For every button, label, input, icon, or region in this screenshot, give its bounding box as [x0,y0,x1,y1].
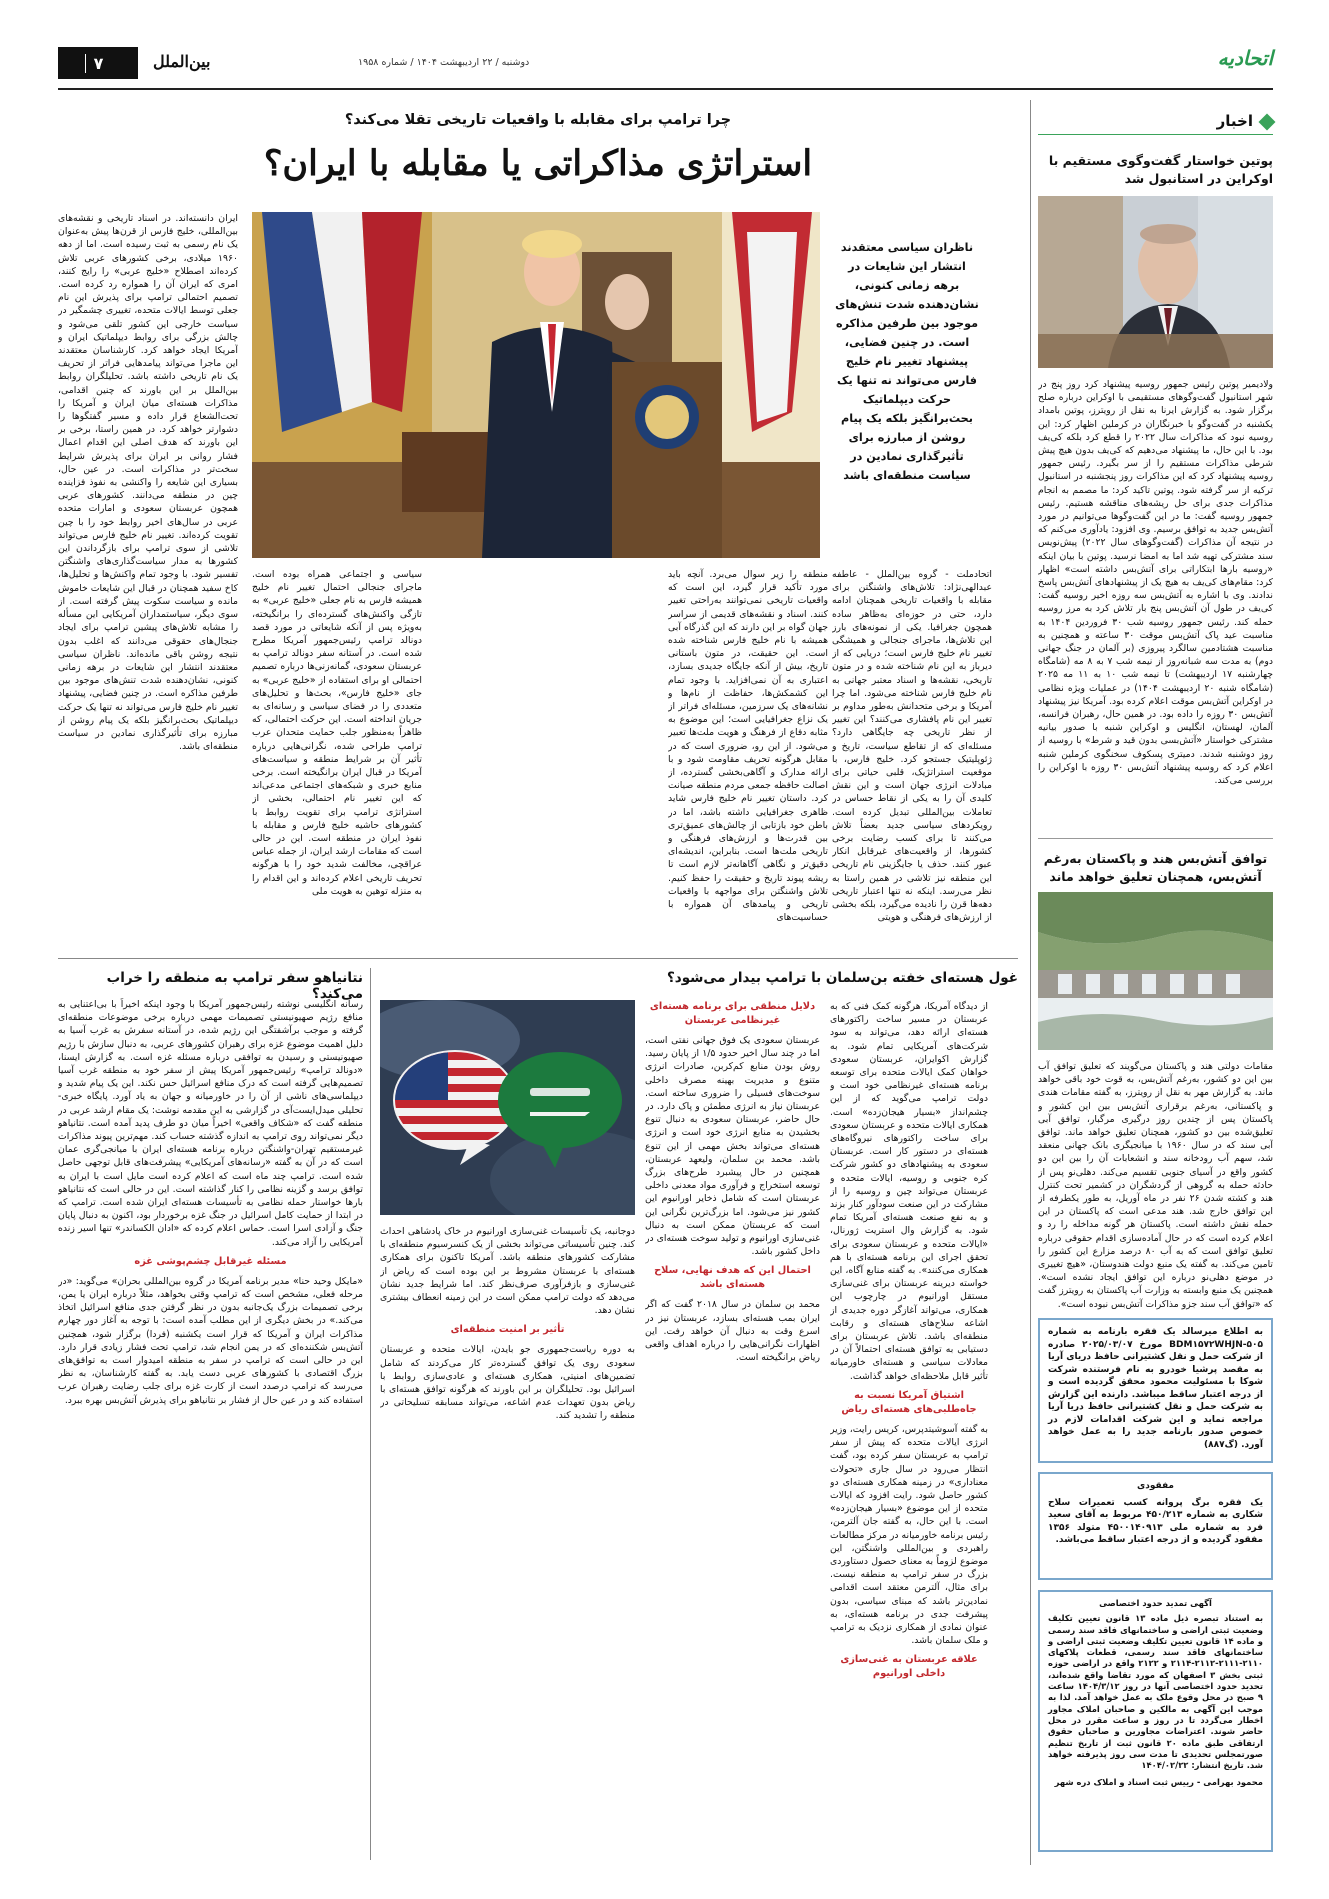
nuclear-colA-text2: به گفته آسوشیتدپرس، کریس رایت، وزیر انرژی ایالات متحده که پیش از سفر ترامپ به عربستان سفر کرده بود، گفت انتظار می‌رود در سال جاری «تحولات معناداری» در زمینه همکاری هسته‌ای دو کشور حاصل شود. رایت افزود که ایالات متحده از این موضوع «بسیار هیجان‌زده» است. با این حال، به گفته جان آلترمن، رئیس برنامه خاورمیانه در مرکز مطالعات راهبردی و بین‌المللی واشنگتن، این موضوع لزوماً به معنای حصول دستاوردی بزرگ در سفر ترامپ به منطقه نیست. برای مثال، آلترمن معتقد است اقدامی نمادین‌تر باشد که مبنای سیاسی، بدون پیشرفت جدی در برنامه هسته‌ای، به عنوان نمادی از همکاری نزدیک به ترامپ و ملک سلمان باشد. [830,1423,988,1647]
notice-lost-license [1038,1472,1273,1580]
section-title: بین‌الملل [153,52,211,71]
nuclear-colA-sub1: اشتیاق آمریکا نسبت به جاه‌طلبی‌های هسته‌ای ریاض [841,1389,977,1415]
flags-photo [380,1000,635,1215]
main-lead: ناظران سیاسی معتقدند انتشار این شایعات در برهه زمانی کنونی، نشان‌دهنده شدت تنش‌های موجود بین طرفین مذاکره است. در چنین فضایی، پیشنهاد تغییر نام خلیج فارس می‌تواند نه تنها یک حرکت دیپلماتیک بحث‌برانگیز بلکه یک پیام روشن از مبارزه برای تأثیرگذاری نمادین در سیاست منطقه‌ای باشد [835,241,979,482]
nuclear-colB [645,1000,820,1860]
main-col3b [430,568,660,948]
nuclear-colA [830,1000,988,1860]
netanyahu-sub: مسئله غیرقابل چشم‌پوشی غزه [134,1255,287,1267]
notice3-sign: محمود بهرامی - رییس ثبت اسناد و املاک دره شهر [1054,1777,1263,1788]
nuclear-colB-text2: محمد بن سلمان در سال ۲۰۱۸ گفت که اگر ایران بمب هسته‌ای بسازد، عربستان نیز در اسرع وقت به دنبال آن خواهد رفت. این اظهارات نگرانی‌هایی را درباره اهداف واقعی ریاض برانگیخته است. [645,1299,820,1364]
nuclear-headline: غول هسته‌ای خفته بن‌سلمان با ترامپ بیدار می‌شود؟ [666,970,1018,986]
main-col4: ایران دانسته‌اند. در اسناد تاریخی و نقشه‌های بین‌المللی، خلیج فارس از قرن‌ها پیش به‌عنوان یک نام رسمی به ثبت رسیده است. اما از دهه ۱۹۶۰ میلادی، برخی کشورهای عربی تلاش کرده‌اند اصطلاح «خلیج عربی» را رایج کنند، امری که ایران آن را همواره رد کرده است. تصمیم احتمالی ترامپ برای پذیرش این نام جعلی توسط ایالات متحده، تغییری چشمگیر در سیاست خارجی این کشور تلقی می‌شود و چالش بزرگی برای روابط دیپلماتیک ایران و آمریکا ایجاد خواهد کرد. کارشناسان معتقدند این ماجرا می‌تواند پیامدهایی فراتر از تحریف یک نام تاریخی داشته باشد. تحلیلگران روابط بین‌الملل بر این باورند که چنین اقدامی، مذاکرات هسته‌ای میان ایران و آمریکا را تحت‌الشعاع قرار داده و مسیر گفتگوها را دشوارتر خواهد کرد. در همین راستا، برخی بر این باورند که هدف اصلی این اقدام اعمال فشار روانی بر ایران برای پذیرش شرایط سخت‌تر در مذاکرات است. در عین حال، بسیاری این شایعه را واکنشی به نفوذ فزاینده چین در منطقه می‌دانند. کشورهای عربی همچون عربستان سعودی و امارات متحده عربی در سال‌های اخیر روابط خود را با چین تقویت کرده‌اند. تغییر نام خلیج فارس می‌تواند تلاشی از سوی ترامپ برای بازگرداندن این کشورها به مدار سیاست‌گذاری‌های واشنگتن تفسیر شود. با وجود تمام واکنش‌ها و تحلیل‌ها، کاخ سفید همچنان در قبال این شایعات خاموش مانده و سیاست سکوت پیش گرفته است. از سوی دیگر، سیاستمداران آمریکایی این مسأله را مشابه تلاش‌های پیشین ترامپ برای ایجاد جنجال‌های حقوقی می‌دانند که اغلب بدون نتیجه روشن باقی مانده‌اند. ناظران سیاسی معتقدند انتشار این شایعات در برهه زمانی کنونی، نشان‌دهنده شدت تنش‌های موجود بین طرفین مذاکره است. در چنین فضایی، پیشنهاد تغییر نام خلیج فارس می‌تواند نه تنها یک حرکت دیپلماتیک بحث‌برانگیز بلکه یک پیام روشن از مبارزه برای تأثیرگذاری نمادین در سیاست منطقه‌ای باشد. [58,213,238,753]
news-label: اخبار [1216,112,1253,130]
netanyahu-body-wrap [58,998,363,1860]
notice3-text: به استناد تبصره ذیل ماده ۱۳ قانون تعیین تکلیف وضعیت ثبتی اراضی و ساختمانهای فاقد سند رسمی و ماده ۱۴ قانون تعیین تکلیف وضعیت ثبتی اراضی و ساختمانهای فاقد سند رسمی، قطعات پلاکهای ۲۱۱۰-۲۱۱۱-۲۱۱۲-۲۱۱۴ و ۲۱۲۲ واقع در اراضی حوزه ثبتی بخش ۳ اصفهان که مورد تقاضا واقع شده‌اند، تحدید حدود اختصاصی آنها در روز ۱۴۰۴/۳/۱۲ ساعت ۹ صبح در محل وقوع ملک به عمل خواهد آمد. لذا به موجب این آگهی به مالکین و صاحبان املاک مجاور اخطار می‌گردد تا در روز و ساعت مقرر در محل حاضر شوند. اعتراضات مجاورین و صاحبان حقوق ارتفاقی طبق ماده ۲۰ قانون ثبت از تاریخ تنظیم صورتمجلس تحدیدی تا مدت سی روز پذیرفته خواهد شد. تاریخ انتشار: ۱۴۰۴/۰۲/۲۲ [1048,1613,1264,1771]
news-diamond-icon [1259,114,1276,131]
netanyahu-headline: نتانیاهو سفر ترامپ به منطقه را خراب می‌کند؟ [106,970,363,1002]
nuclear-colC-sub1: تأثیر بر امنیت منطقه‌ای [450,1324,565,1336]
nuclear-colA-sub2: علاقه عربستان به غنی‌سازی داخلی اورانیوم [840,1654,978,1680]
main-col1: اتحادملت - گروه بین‌الملل - عاطفه عبدالهی‌نژاد: تلاش‌های واشنگتن برای مقابله با واقعیات تاریخی همچنان ادامه دارد، حتی در حوزه‌ای به‌ظاهر ساده همچون جغرافیا. یکی از نمونه‌های بارز این تلاش‌ها، ماجرای جنجالی و همیشگی تغییر نام خلیج فارس است؛ دریایی که از دیرباز به این نام شناخته شده و در متون تاریخی، نقشه‌ها و اسناد معتبر جهانی به نام خلیج فارس شناخته می‌شود. اما چرا آمریکا و برخی متحدانش به‌طور مداوم بر تغییر این نام پافشاری می‌کنند؟ این تغییر از نظر تاریخی چه جایگاهی دارد؟ مسئله‌ای که از تقاطع سیاست، تاریخ و ژئوپلیتیک جستجو کرد. خلیج فارس، با موقعیت استراتژیک، قلبی حیاتی برای مبادلات انرژی جهان است و این نقش کلیدی آن را به یکی از نقاط حساس در تعاملات بین‌المللی تبدیل کرده است. رویکردهای سیاسی جدید بعضاً تلاش می‌کنند تا برای کسب رضایت برخی کشورها، از واقعیت‌های غیرقابل انکار عبور کنند. حذف یا جایگزینی نام تاریخی این منطقه نیز تلاشی در همین راستا به نظر می‌رسد. اینکه نه تنها اعتبار تاریخی دهه‌ها قرن را نادیده می‌گیرد، بلکه بخشی از ارزش‌های فرهنگی و هویتی [832,569,992,924]
trump-photo [252,212,820,558]
netanyahu-body2: «مایکل وحید حنا» مدیر برنامه آمریکا در گروه بین‌المللی بحران» می‌گوید: «در مرحله فعلی، مشخص است که ترامپ وقتی بخواهد، مثلاً درباره ایران یا یمن، برخی تصمیمات بزرگ یک‌جانبه بدون در نظر گرفتن جدی منافع اسرائیل اتخاذ می‌کند.» در بخش دیگری از این مطلب آمده است: با توجه به آغاز دور چهارم مذاکرات ایران و آمریکا که قرار است یکشنبه (فردا) برگزار شود، همچنین آتش‌بس شکننده‌ای که در یمن انجام شد، ترامپ تحت فشار زیادی قرار دارد. این در حالی است که ترامپ در سفر به منطقه امیدوار است به توافق‌های بزرگ اقتصادی با کشورهای عربی دست یابد. به گفته کارشناسان، به نظر می‌رسد که ترامپ درصدد است از کارت غزه برای جلب رضایت رهبران عرب استفاده کند و در عین حال از فشار بر نتانیاهو برای پذیرش آتش‌بس بهره ببرد. [58,1275,363,1406]
date-issue: دوشنبه / ۲۲ اردیبهشت ۱۴۰۴ / شماره ۱۹۵۸ [358,57,530,68]
trump-photo-illustration [252,212,820,558]
page-number: ۷ [85,54,112,73]
notice-bill-of-lading [1038,1318,1273,1463]
flags-photo-illustration [380,1000,635,1215]
logo: اتحادیه [1217,46,1273,70]
notice2-title: مفقودی [1136,1481,1175,1491]
notice1-text: به اطلاع میرسالد یک فقره بارنامه به شماره BDM۱۵۷۲WHJN-۵۰۵ مورخ ۲۰۲۵/۰۳/۰۷ صادره از شرکت حمل و نقل کشتیرانی حافظ دریای آریا به مقصد پرشیا خودرو به نام فرستنده شرکت شوکا با مسئولیت محمود محقق گردیده است و از درجه اعتبار ساقط میباشد. دارنده این گزارش به شرکت حمل و نقل کشتیرانی حافظ دریا آریا مراجعه نماید و این شرکت اقدامات لازم در خصوص صدور بارنامه جدید را به عمل خواهد آورد. (گ۸۸۷) [1048,1327,1263,1450]
news-item2-body: مقامات دولتی هند و پاکستان می‌گویند که تعلیق توافق آب بین این دو کشور، به‌رغم آتش‌بس، به قوت خود باقی خواهد ماند. به گزارش مهر به نقل از رویترز، به گفته مقامات هندی و پاکستانی، به‌رغم برقراری آتش‌بس بین این کشور و پاکستان پس از چندین روز درگیری مرگبار، توافق آبی تعلیق‌شده بین دو کشور، همچنان تعلیق خواهد ماند. توافق آبی سند که در سال ۱۹۶۰ با میانجیگری بانک جهانی منعقد شد، سهم آب رودخانه سند و انشعابات آن را بین این دو کشور واقع در آسیای جنوبی تقسیم می‌کند. دهلی‌نو پس از حادثه حمله به گروهی از گردشگران در کشمیر تحت کنترل هند و کشته شدن ۲۶ نفر در ماه آوریل، به طور یکطرفه از این توافق خارج شد. هند مدعی است که پاکستان در این حمله نقش داشته است. پاکستان هر گونه مداخله را رد و اعلام کرده است که در حال آماده‌سازی اقدام حقوقی درباره تعلیق توافق است که به آب ۸۰ درصد مزارع این کشور را تامین می‌کند. به گفته یک منبع دولت هندوستان، «هیچ تغییری در موضع دهلی‌نو درباره این توافق ایجاد نشده است». همچنین یک منبع وابسته به وزارت آب پاکستان به رویترز گفت که «توافق آب سند جزو مذاکرات آتش‌بس نبوده است». [1038,1061,1273,1310]
nuclear-colB-sub1: دلایل منطقی برای برنامه هسته‌ای غیرنظامی عربستان [649,1001,816,1026]
nuclear-colC-text: دوجانبه، یک تأسیسات غنی‌سازی اورانیوم در خاک پادشاهی احداث کند. چنین تأسیساتی می‌تواند بخشی از یک کنسرسیوم منطقه‌ای با مشارکت کشورهای منطقه باشد. آمریکا تاکنون برای همکاری هسته‌ای با عربستان مشروط بر این بوده است که ریاض از غنی‌سازی و بازفرآوری صرف‌نظر کند. اما شرایط جدید نشان می‌دهد که دولت ترامپ ممکن است در این زمینه انعطاف بیشتری نشان دهد. [380,1226,635,1317]
nuclear-colC-text2: به دوره ریاست‌جمهوری جو بایدن، ایالات متحده و عربستان سعودی روی یک توافق گسترده‌تر کار می‌کردند که شامل تضمین‌های امنیتی، همکاری هسته‌ای و عادی‌سازی روابط با اسرائیل بود. تحلیلگران بر این باورند که هرگونه توافق هسته‌ای با ریاض بدون تعهدات عدم اشاعه، می‌تواند مسابقه تسلیحاتی در منطقه را تشدید کند. [380,1344,635,1422]
nuclear-colB-text: عربستان سعودی یک فوق جهانی نفتی است، اما در چند سال اخیر حدود ۱/۵ از پایان رسید. روش بودن منابع کم‌کربن، صادرات انرژی متنوع و مدیریت بهینه مصرف داخلی سوخت‌های فسیلی را ضروری ساخته است. عربستان نیاز به انرژی مطمئن و پاک دارد. در حال حاضر، عربستان سعودی به دنبال تنوع بخشیدن به منابع انرژی خود است و انرژی هسته‌ای می‌تواند بخش مهمی از این تنوع باشد. محمد بن سلمان، ولیعهد عربستان، همچنین در حال پیشبرد طرح‌های بزرگ توسعه استخراج و فرآوری مواد معدنی داخلی عربستان است که شامل ذخایر اورانیوم این کشور نیز می‌شود. اما بزرگ‌ترین نگرانی این است که عربستان ممکن است به دنبال غنی‌سازی اورانیوم و تولید سوخت هسته‌ای در داخل کشور باشد. [645,1035,820,1258]
news-item2-title: توافق آتش‌بس هند و پاکستان به‌رغم آتش‌بس، همچنان تعلیق خواهد ماند [1043,851,1268,884]
notice2-text: یک فقره برگ پروانه کسب تعمیرات سلاح شکاری به شماره ۴۵۰/۲۱۳ مربوط به آقای سعید فرد به شماره ملی ۴۵۰۰۱۴۰۹۱۳ متولد ۱۳۵۶ مفقود گردیده و از درجه اعتبار ساقط می‌باشد. [1048,1497,1264,1545]
main-kicker: چرا ترامپ برای مقابله با واقعیات تاریخی تقلا می‌کند؟ [344,112,732,128]
notice3-title: آگهی تمدید حدود اختصاصی [1099,1598,1212,1608]
dam-photo [1038,892,1273,1050]
news-item1-body: ولادیمیر پوتین رئیس جمهور روسیه پیشنهاد کرد روز پنج در شهر استانبول گفت‌وگوهای مستقیمی با اوکراین درباره صلح برگزار شود. به گزارش ایرنا به نقل از رویترز، پوتین بامداد یکشنبه در گفت‌وگو با خبرنگاران در کرملین اظهار کرد: این روسیه نبود که مذاکرات سال ۲۰۲۲ را قطع کرد بلکه کی‌یف بود. با این حال، ما پیشنهاد می‌دهیم که کی‌یف بدون هیچ پیش شرطی مذاکرات مستقیم را از سر بگیرد. رئیس جمهور روسیه پیشنهاد کرد که این مذاکرات روز پنجشنبه در استانبول ترکیه از سر گرفته شود. پوتین تاکید کرد: ما مصمم به انجام مذاکرات جدی برای حل ریشه‌های مناقشه هستیم. رئیس جمهور روسیه گفت: ما در این گفت‌وگوها می‌توانیم در مورد آتش‌بس جدید به توافق برسیم. وی افزود: یادآوری می‌کنم که در نتیجه آن مذاکرات (گفت‌وگوهای سال ۲۰۲۲) پیش‌نویس سند مشترکی تهیه شد اما به امضا نرسید. پوتین با بیان اینکه «روسیه بارها ابتکاراتی برای آتش‌بس داشته است» اظهار کرد: مقام‌های کی‌یف به هیچ یک از پیشنهادهای آتش‌بس پاسخ ندادند. وی با اشاره به آتش‌بس سه روزه اخیر روسیه گفت: کی‌یف در طول آن آتش‌بس پنج بار تلاش کرد به مرز روسیه حمله کند. رئیس جمهور روسیه شب ۳۰ فروردین ۱۴۰۴ به مناسبت عید پاک آتش‌بس موقت ۳۰ ساعته و همچنین به مناسبت هشتادمین سالگرد پیروزی (بر آلمان در جنگ جهانی دوم) به مدت سه شبانه‌روز از نیمه شب ۷ به ۸ مه (شامگاه چهارشنبه ۱۷ اردیبهشت) تا نیمه شب ۱۰ به ۱۱ مه ۲۰۲۵ (شامگاه شنبه ۲۰ اردیبهشت ۱۴۰۴) در عملیات ویژه نظامی در اوکراین آتش‌بس موقت اعلام کرده بود. آمریکا نیز پیشنهاد آتش‌بس ۳۰ روزه را داده بود. در همین حال، رهبران فرانسه، آلمان، لهستان، انگلیس و اوکراین شنبه با صدور بیانیه مشترکی خواستار «آتش‌بسی بدون قید و شرط» با روسیه از روز دوشنبه شدند. دمیتری پسکوف سخنگوی کرملین شنبه اعلام کرد که روسیه پیشنهاد آتش‌بس ۳۰ روزه با اوکراین را بررسی می‌کند. [1038,379,1273,787]
main-col3: سیاسی و اجتماعی همراه بوده است. ماجرای جنجالی احتمال تغییر نام خلیج همیشه فارس به نام جعلی «خلیج عربی» به تازگی واکنش‌های گسترده‌ای را برانگیخته، به‌ویژه پس از آنکه شایعاتی در مورد قصد دونالد ترامپ رئیس‌جمهور آمریکا مطرح شده است. در آستانه سفر دونالد ترامپ به عربستان سعودی، گمانه‌زنی‌ها درباره تصمیم احتمالی او برای استفاده از «خلیج عربی» به جای «خلیج فارس»، بحث‌ها و تحلیل‌های متعددی را در فضای سیاسی و رسانه‌ای به جریان انداخته است. این حرکت احتمالی، که ظاهراً به‌منظور جلب حمایت متحدان عرب ترامپ طراحی شده، نگرانی‌هایی درباره تأثیر آن بر شرایط منطقه و سیاست‌های آمریکا در قبال ایران برانگیخته است. برخی منابع خبری و شبکه‌های اجتماعی مدعی‌اند که این تغییر نام احتمالی، بخشی از استراتژی ترامپ برای تقویت روابط با کشورهای حاشیه خلیج فارس و مقابله با نفوذ ایران در منطقه است. این در حالی است که مقامات ارشد ایران، از جمله عباس عراقچی، مخالفت شدید خود را با هرگونه تحریف تاریخی اعلام کرده‌اند و این اقدام را به منزله توهین به هویت ملی [252,569,422,897]
nuclear-colC [380,1225,635,1860]
section-logo [58,47,138,79]
nuclear-colB-sub2: احتمال این که هدف نهایی، سلاح هسته‌ای باشد [654,1265,811,1291]
dam-photo-illustration [1038,892,1273,1050]
news-header [1038,112,1273,135]
news-item1-title: پوتین خواستار گفت‌وگوی مستقیم با اوکراین در استانبول شد [1048,153,1273,186]
nuclear-colA-text: از دیدگاه آمریکا، هرگونه کمک فنی که به عربستان در مسیر ساخت راکتورهای هسته‌ای ارائه دهد، می‌تواند به سود شرکت‌های آمریکایی تمام شود. به گزارش اکوایران، عربستان سعودی خواهان کمک ایالات متحده برای توسعه برنامه هسته‌ای غیرنظامی خود است و دولت ترامپ می‌گوید که از این چشم‌انداز «بسیار هیجان‌زده» است. همکاری ایالات متحده و عربستان سعودی برای ساخت راکتورهای نیروگاه‌های هسته‌ای در دستور کار است. عربستان سعودی به پیشنهادهای دو کشور شرکت کره جنوبی و روسیه، ایالات متحده و عربستان می‌تواند چین و روسیه را از مشارکت در این صنعت سودآور کنار بزند و به نفع صنعت هسته‌ای آمریکا تمام شود. به گزارش وال استریت ژورنال، «ایالات متحده و عربستان سعودی برای تحقق اجرای این برنامه هسته‌ای با هم همکاری می‌کنند». به گفته منابع آگاه، این خواسته دیرینه عربستان برای غنی‌سازی مستقل اورانیوم در چارچوب این همکاری، می‌تواند آغازگر دوره جدیدی از اشاعه سلاح‌های هسته‌ای و رقابت منطقه‌ای باشد. تلاش عربستان برای دستیابی به توافق هسته‌ای احتمالاً آن در معادلات سیاسی و هسته‌ای خاورمیانه تأثیر قابل ملاحظه‌ای خواهد گذاشت. [830,1001,988,1382]
masthead [58,44,1273,84]
putin-photo-illustration [1038,196,1273,368]
notice-boundary [1038,1590,1273,1852]
netanyahu-body: رسانه انگلیسی نوشته رئیس‌جمهور آمریکا با وجود اینکه اخیراً با بی‌اعتنایی به منافع رژیم صهیونیستی تصمیمات مهمی درباره برخی موضوعات منطقه‌ای گرفته و موجب برآشفتگی این رژیم شده، در آستانه سفرش به غرب آسیا به دلیل اهمیت موضوع غزه برای رهبران کشورهای عربی، به دنبال سازش با رژیم صهیونیستی و رسیدن به توافقی درباره مسئله غزه است. به گزارش ایسنا، «دونالد ترامپ» رئیس‌جمهور آمریکا پیش از سفر خود به منطقه غرب آسیا تصمیم‌هایی گرفته است که درک منافع اسرائیل حس نکند. این یک پیام شدید و دیپلماسی‌های ناشی از آن را در خاورمیانه و جهان به یاد آورد. پایگاه خبری-تحلیلی میدل‌ایست‌آی در گزارشی به این مقدمه نوشت: یک مقام ارشد عربی در منطقه گفت که «شکاف واقعی» اخیراً میان دو طرف پدید آمده است. نتانیاهو دیگر نمی‌تواند روی ترامپ به اندازه گذشته حساب کند. مهم‌ترین پیوند مذاکرات غیرمستقیم تهران-واشنگتن درباره برنامه هسته‌ای ایران با میانجی‌گری عمان است که در آن به گفته «رسانه‌های آمریکایی» پیشرفت‌های قابل توجهی حاصل شده است. ترامپ چند ماه است که اعلام کرده است مایل است با ایران به توافق برسد و گزینه نظامی را کنار گذاشته است. این در حالی است که نتانیاهو بارها خواستار حمله نظامی به تأسیسات هسته‌ای ایران شده است. ترامپ که در ابتدا از حمایت کامل اسرائیل در جنگ غزه برخوردار بود، اکنون به دنبال پایان جنگ و آزادی اسرا است. حماس اعلام کرده که «ادان الکساندر» تنها اسیر زنده آمریکایی را آزاد می‌کند. [58,999,363,1248]
main-headline: استراتژی مذاکراتی یا مقابله با ایران؟ [263,143,813,184]
putin-photo [1038,196,1273,368]
main-col2: منطقه را زیر سوال می‌برد. آنچه باید مورد تأکید قرار گیرد، این است که واقعیات تاریخی نمی‌توانند به‌راحتی تغییر کنند. اسناد و نقشه‌های قدیمی از سراسر جهان گواه بر این دارند که این گذرگاه آبی همیشه با نام خلیج فارس شناخته شده است. این حقیقت، در متون باستانی تاریخ، بیش از آنکه جایگاه جدیدی بسازد، اعتباری به آن نمی‌افزاید. با وجود تمام این کشمکش‌ها، حفاظت از نام‌ها و نشانه‌های یک سرزمین، مسئله‌ای فراتر از یک نزاع جغرافیایی است؛ این موضوع به مثابه دفاع از فرهنگ و هویت ملت‌ها تعبیر می‌شود. از این رو، ضروری است که در مقابل هرگونه تحریف مقاومت شود و با ارائه مدارک و آگاهی‌بخشی گسترده، از اصالت حافظه جمعی مردم منطقه صیانت کرد. داستان تغییر نام خلیج فارس شاید ظاهری جغرافیایی داشته باشد، اما در باطن خود بازتابی از چالش‌های عمیق‌تری بین قدرت‌ها و ارزش‌های فرهنگی و تاریخی ملت‌ها است. بنابراین، اندیشه‌ای دقیق‌تر و نگاهی آگاهانه‌تر لازم است تا ریشه پیوند تاریخ و حقیقت را حفظ کنیم. تلاش واشنگتن برای مواجهه با واقعیات تاریخی و پیامدهای آن همواره با حساسیت‌های [668,569,828,924]
